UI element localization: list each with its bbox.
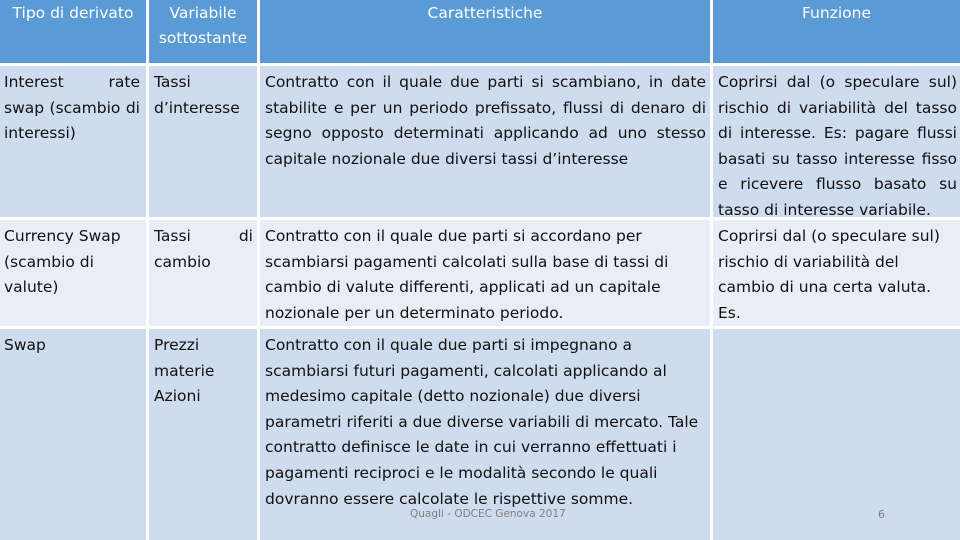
row-1-underlying: Tassi d’interesse xyxy=(149,66,257,217)
row-1-characteristics: Contratto con il quale due parti si scambiano, in date stabilite e per un periodo prefissato, flussi di denaro di segno opposto determinati applicando ad uno stesso capitale nozionale due diversi tassi d’interesse xyxy=(260,66,710,217)
row-3-characteristics: Contratto con il quale due parti si impegnano a scambiarsi futuri pagamenti, calcolati applicando al medesimo capitale (detto nozionale) due diversi parametri riferiti a due diverse variabili di mercato. Tale contratto definisce le date in cui verranno effettuati i pagamenti reciproci e le modalità secondo le quali dovranno essere calcolate le rispettive somme. xyxy=(260,329,710,540)
row-3-underlying: Prezzi materie Azioni xyxy=(149,329,257,540)
row-1-type: Interest rate swap (scambio di interessi) xyxy=(0,66,146,217)
footer-source: Quagli - ODCEC Genova 2017 xyxy=(410,508,566,520)
header-caratteristiche: Caratteristiche xyxy=(260,0,710,63)
header-variabile-sottostante: Variabile sottostante xyxy=(149,0,257,63)
row-2-underlying: Tassi di cambio xyxy=(149,220,257,326)
header-tipo-di-derivato: Tipo di derivato xyxy=(0,0,146,63)
row-3-type: Swap xyxy=(0,329,146,540)
page-number: 6 xyxy=(878,508,885,521)
row-2-function: Coprirsi dal (o speculare sul) rischio di variabilità del cambio di una certa valuta. Es. xyxy=(713,220,960,326)
header-funzione: Funzione xyxy=(713,0,960,63)
row-2-characteristics: Contratto con il quale due parti si accordano per scambiarsi pagamenti calcolati sulla base di tassi di cambio di valute differenti, applicati ad un capitale nozionale per un determinato periodo. xyxy=(260,220,710,326)
row-2-type: Currency Swap (scambio di valute) xyxy=(0,220,146,326)
row-3-function xyxy=(713,329,960,540)
row-1-function: Coprirsi dal (o speculare sul) rischio di variabilità del tasso di interesse. Es: pagare flussi basati su tasso interesse fisso e ricevere flusso basato su tasso di interesse variabile. xyxy=(713,66,960,217)
